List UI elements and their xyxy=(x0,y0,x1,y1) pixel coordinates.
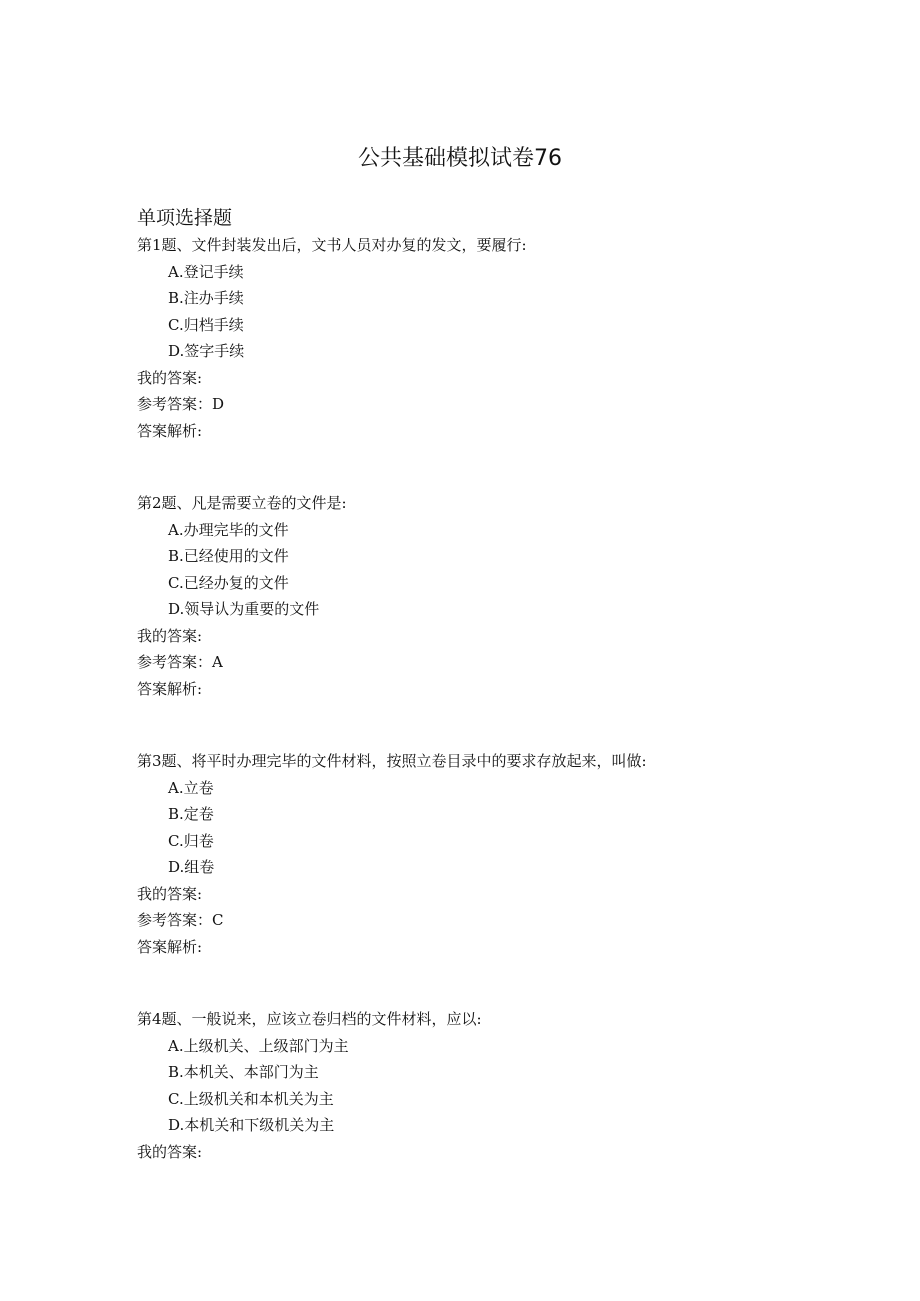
question-stem: 第3题、将平时办理完毕的文件材料，按照立卷目录中的要求存放起来，叫做: xyxy=(137,752,647,770)
option-c: C.归卷 xyxy=(168,831,214,850)
question-stem: 第2题、凡是需要立卷的文件是: xyxy=(137,494,347,512)
option-b: B.注办手续 xyxy=(168,289,244,307)
document-title: 公共基础模拟试卷76 xyxy=(358,146,562,171)
option-a: A.上级机关、上级部门为主 xyxy=(168,1036,349,1055)
question-stem: 第4题、一般说来，应该立卷归档的文件材料，应以: xyxy=(137,1010,482,1028)
answer-analysis-label: 答案解析: xyxy=(137,937,203,956)
option-c: C.归档手续 xyxy=(168,315,244,334)
question-1 xyxy=(137,232,857,444)
option-d: D.领导认为重要的文件 xyxy=(168,600,320,618)
answer-analysis-label: 答案解析: xyxy=(137,679,203,698)
my-answer-label: 我的答案: xyxy=(137,626,203,645)
reference-answer: 参考答案：C xyxy=(137,911,224,929)
option-b: B.定卷 xyxy=(168,805,214,823)
question-stem: 第1题、文件封装发出后，文书人员对办复的发文，要履行: xyxy=(137,236,527,254)
answer-analysis-label: 答案解析: xyxy=(137,421,203,440)
option-a: A.立卷 xyxy=(168,778,214,797)
my-answer-label: 我的答案: xyxy=(137,368,203,387)
option-a: A.办理完毕的文件 xyxy=(168,520,289,539)
option-c: C.已经办复的文件 xyxy=(168,573,289,592)
option-a: A.登记手续 xyxy=(168,262,244,281)
reference-answer: 参考答案：D xyxy=(137,395,225,413)
question-3 xyxy=(137,748,857,960)
question-2 xyxy=(137,490,857,702)
option-d: D.签字手续 xyxy=(168,342,245,360)
section-title: 单项选择题 xyxy=(137,207,233,229)
option-b: B.已经使用的文件 xyxy=(168,547,289,565)
my-answer-label: 我的答案: xyxy=(137,884,203,903)
option-b: B.本机关、本部门为主 xyxy=(168,1063,319,1081)
question-4 xyxy=(137,1006,857,1165)
document-content xyxy=(137,204,857,1165)
option-c: C.上级机关和本机关为主 xyxy=(168,1089,334,1108)
reference-answer: 参考答案：A xyxy=(137,653,223,671)
my-answer-label: 我的答案: xyxy=(137,1142,203,1161)
option-d: D.组卷 xyxy=(168,858,215,876)
option-d: D.本机关和下级机关为主 xyxy=(168,1116,335,1134)
